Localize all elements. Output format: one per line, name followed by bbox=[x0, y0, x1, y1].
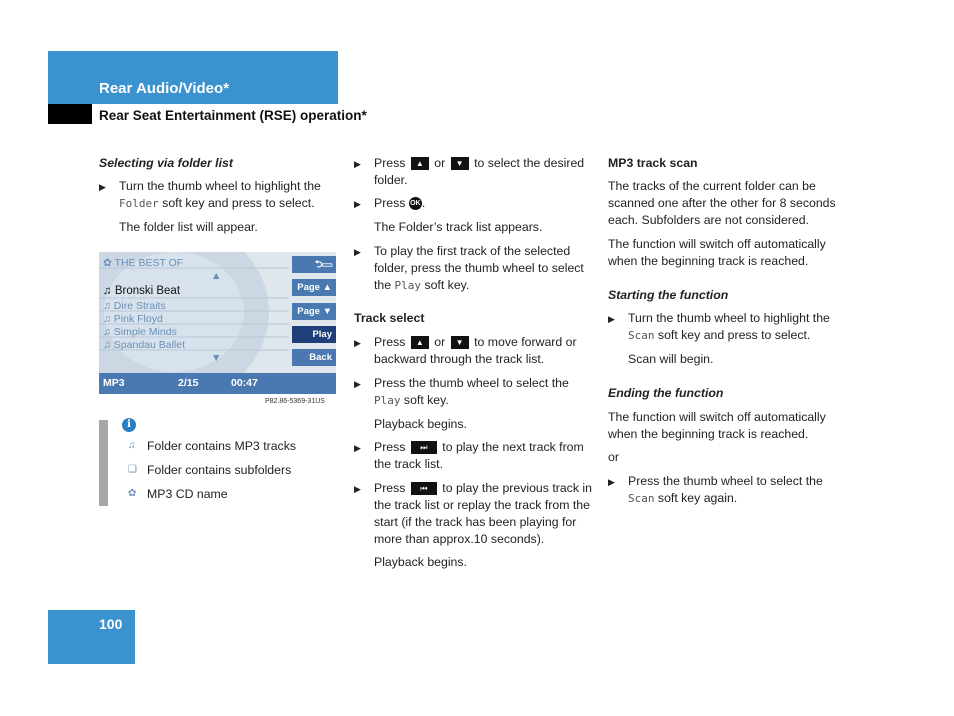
col3-paragraph: The function will switch off automatically when the beginning track is reached. bbox=[608, 410, 826, 441]
subfolder-icon: ❏ bbox=[128, 464, 137, 475]
screen-status-bar bbox=[99, 373, 336, 394]
legend-item: Folder contains subfolders bbox=[147, 463, 292, 477]
bullet-arrow-icon: ▶ bbox=[354, 199, 361, 209]
screen-track[interactable]: ♫ Pink Floyd bbox=[103, 313, 163, 325]
scroll-up-icon: ▲ bbox=[211, 270, 222, 282]
bullet-arrow-icon: ▶ bbox=[608, 477, 615, 487]
col2-step: Press ▲ or ▼ to move forward or backward through the track list. bbox=[374, 335, 577, 366]
down-key-icon: ▼ bbox=[451, 336, 469, 349]
status-time: 00:47 bbox=[231, 377, 258, 389]
info-icon: i bbox=[122, 418, 136, 432]
screen-track-selected[interactable]: ♫ Bronski Beat bbox=[103, 285, 181, 297]
bullet-arrow-icon: ▶ bbox=[354, 247, 361, 257]
col3-result: Scan will begin. bbox=[628, 352, 714, 366]
col2-step: Press the thumb wheel to select the Play soft key. bbox=[374, 376, 569, 407]
or-text: or bbox=[608, 450, 619, 464]
prev-track-key-icon: ⏮ bbox=[411, 482, 437, 495]
col2-step: Press ⏭ to play the next track from the track list. bbox=[374, 440, 584, 471]
ok-key-icon: OK bbox=[409, 197, 422, 210]
page-number: 100 bbox=[99, 616, 123, 632]
mp3-scan-heading: MP3 track scan bbox=[608, 156, 698, 170]
softkey-folder[interactable]: ⮌▭ bbox=[292, 256, 336, 273]
screen-track[interactable]: ♫ Simple Minds bbox=[103, 326, 177, 338]
col3-step: Press the thumb wheel to select the Scan soft key again. bbox=[628, 474, 823, 505]
track-select-heading: Track select bbox=[354, 311, 425, 325]
display-screen bbox=[99, 252, 336, 394]
screen-track[interactable]: ♫ Dire Straits bbox=[103, 300, 166, 312]
col3-paragraph: The tracks of the current folder can be scanned one after the other for 8 seconds each. Subfolders are not considered. bbox=[608, 179, 836, 227]
softkey-page-up[interactable]: Page ▲ bbox=[292, 279, 336, 296]
col2-step: Press ▲ or ▼ to select the desired folder. bbox=[374, 156, 585, 187]
mp3-folder-icon: ♫ bbox=[128, 440, 136, 451]
col2-step: Press OK. bbox=[374, 196, 426, 210]
col3-step: Turn the thumb wheel to highlight the Scan soft key and press to select. bbox=[628, 311, 830, 342]
section-title: Rear Audio/Video* bbox=[99, 80, 230, 97]
bullet-arrow-icon: ▶ bbox=[608, 314, 615, 324]
col1-step: Turn the thumb wheel to highlight the Folder soft key and press to select. bbox=[119, 179, 321, 210]
end-function-heading: Ending the function bbox=[608, 386, 724, 400]
col3-paragraph: The function will switch off automatically when the beginning track is reached. bbox=[608, 237, 826, 268]
up-key-icon: ▲ bbox=[411, 157, 429, 170]
start-function-heading: Starting the function bbox=[608, 288, 729, 302]
col1-result: The folder list will appear. bbox=[119, 220, 258, 234]
softkey-back[interactable]: Back bbox=[292, 349, 336, 366]
image-code: P82.86-5369-31US bbox=[265, 398, 325, 405]
header-marker bbox=[48, 104, 92, 124]
col2-result: Playback begins. bbox=[374, 417, 467, 431]
col2-result: The Folder’s track list appears. bbox=[374, 220, 543, 234]
bullet-arrow-icon: ▶ bbox=[354, 484, 361, 494]
softkey-play[interactable]: Play bbox=[292, 326, 336, 343]
legend-item: MP3 CD name bbox=[147, 487, 228, 501]
cd-icon: ✿ bbox=[128, 488, 137, 499]
info-bar bbox=[99, 420, 108, 506]
col2-step: Press ⏮ to play the previous track in the track list or replay the track from the start (if the track has been playing for more than approx.10 seconds). bbox=[374, 481, 592, 546]
bullet-arrow-icon: ▶ bbox=[354, 443, 361, 453]
subsection-title: Rear Seat Entertainment (RSE) operation* bbox=[99, 108, 367, 123]
next-track-key-icon: ⏭ bbox=[411, 441, 437, 454]
folder-list-heading: Selecting via folder list bbox=[99, 156, 233, 170]
col2-result: Playback begins. bbox=[374, 555, 467, 569]
softkey-page-down[interactable]: Page ▼ bbox=[292, 303, 336, 320]
col2-step: To play the first track of the selected folder, press the thumb wheel to select the Play soft key. bbox=[374, 244, 584, 292]
bullet-arrow-icon: ▶ bbox=[354, 379, 361, 389]
bullet-arrow-icon: ▶ bbox=[354, 338, 361, 348]
bullet-arrow-icon: ▶ bbox=[354, 159, 361, 169]
status-track: 2/15 bbox=[178, 377, 199, 389]
screen-folder-title: ✿ THE BEST OF bbox=[103, 257, 184, 269]
up-key-icon: ▲ bbox=[411, 336, 429, 349]
status-mode: MP3 bbox=[103, 377, 125, 389]
down-key-icon: ▼ bbox=[451, 157, 469, 170]
screen-track[interactable]: ♫ Spandau Ballet bbox=[103, 339, 186, 351]
legend-item: Folder contains MP3 tracks bbox=[147, 439, 296, 453]
bullet-arrow-icon: ▶ bbox=[99, 182, 106, 192]
scroll-down-icon: ▼ bbox=[211, 352, 222, 364]
